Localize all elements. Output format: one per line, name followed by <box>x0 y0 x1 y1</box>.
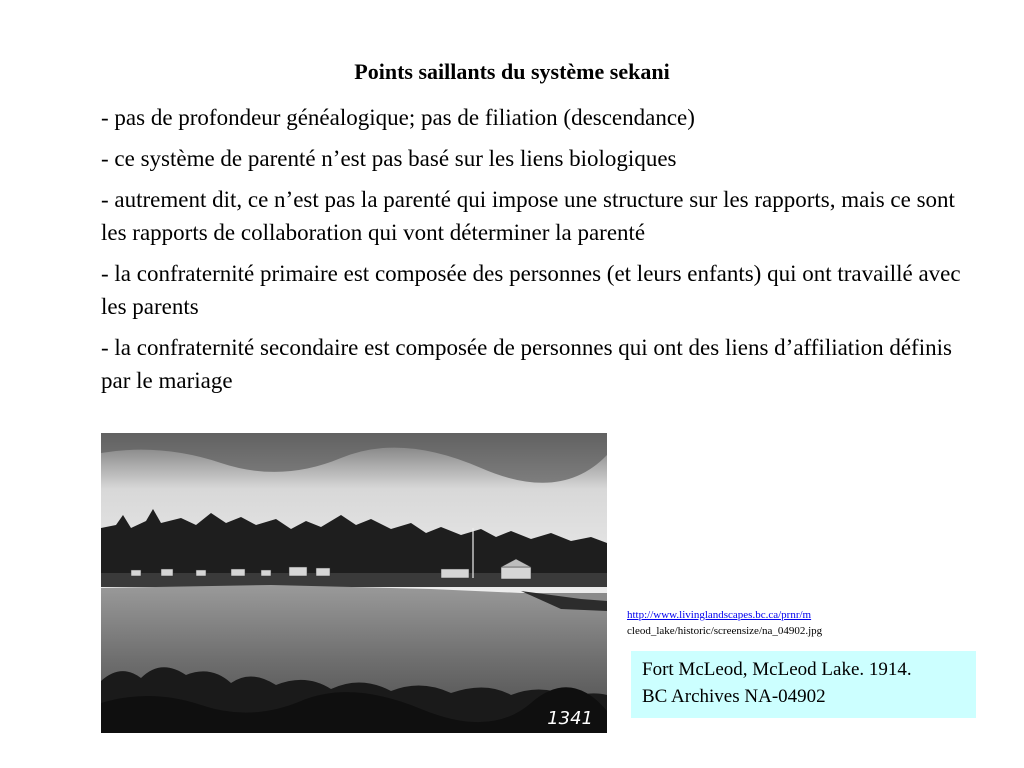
caption-line: Fort McLeod, McLeod Lake. 1914. <box>642 659 912 680</box>
caption-line: BC Archives NA-04902 <box>642 686 826 707</box>
slide-title: Points saillants du système sekani <box>354 59 670 84</box>
photo-caption-box <box>631 651 976 718</box>
bullet-item: - ce système de parenté n’est pas basé sur les liens biologiques <box>101 146 677 171</box>
source-path: cleod_lake/historic/screensize/na_04902.jpg <box>627 625 823 637</box>
source-link[interactable]: http://www.livinglandscapes.bc.ca/prnr/m <box>627 609 812 621</box>
bullet-item: - la confraternité secondaire est composée de personnes qui ont des liens d’affiliation définis par le mariage <box>101 335 952 393</box>
photo-catalog-number: 1341 <box>547 708 593 729</box>
historic-photo <box>101 433 607 733</box>
bullet-item: - la confraternité primaire est composée des personnes (et leurs enfants) qui ont travaillé avec les parents <box>101 261 961 319</box>
bullet-item: - autrement dit, ce n’est pas la parenté qui impose une structure sur les rapports, mais ce sont les rapports de collaboration qui vont déterminer la parenté <box>101 187 955 245</box>
bullet-list <box>101 101 971 405</box>
image-source <box>627 607 822 639</box>
bullet-item: - pas de profondeur généalogique; pas de filiation (descendance) <box>101 105 695 130</box>
lake-landscape-image <box>101 433 607 733</box>
